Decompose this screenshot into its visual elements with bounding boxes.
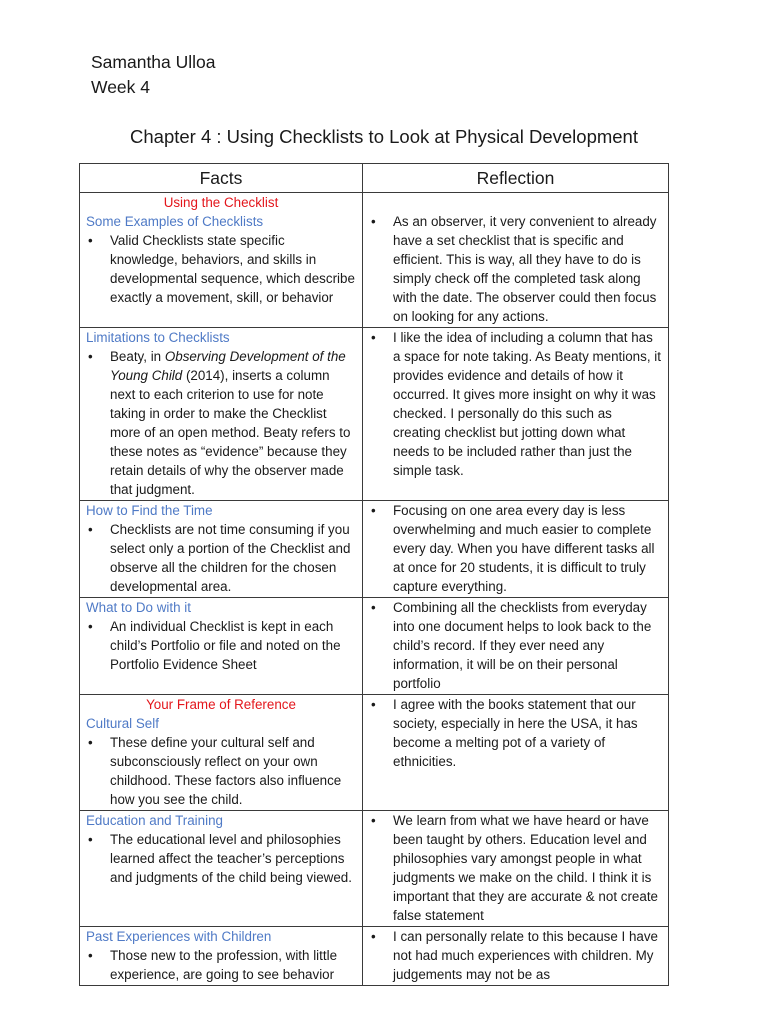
book-title: Observing Development of the Young Child [110, 349, 346, 383]
subheading: Cultural Self [86, 716, 159, 731]
section-heading: Using the Checklist [163, 195, 279, 210]
reflection-cell [363, 695, 669, 811]
bullet-icon: • [371, 214, 376, 229]
author-name: Samantha Ulloa [91, 52, 216, 72]
bullet-icon: • [88, 948, 93, 963]
table-row [80, 193, 669, 328]
bullet-icon: • [88, 522, 93, 537]
facts-reflection-table [79, 163, 669, 986]
column-header-facts: Facts [80, 164, 363, 193]
bullet-icon: • [88, 349, 93, 364]
bullet-item [369, 598, 662, 693]
bullet-item [369, 695, 662, 771]
reflection-cell [363, 811, 669, 927]
bullet-item [369, 501, 662, 596]
bullet-item [86, 733, 356, 809]
fact-text: Beaty, in Observing Development of the Young Child (2014), inserts a column next to each criterion to use for note taking in order to make the Checklist more of an open method. Beaty refers to these notes as “evidence” because they retain details of why the observer made that judgment. [110, 349, 351, 497]
reflection-text: As an observer, it very convenient to already have a set checklist that is specific and efficient. This is way, all they have to do is simply check off the completed task along with the date. The observer could then focus on looking for any actions. [393, 214, 657, 324]
facts-cell [80, 811, 363, 927]
bullet-item [86, 231, 356, 307]
facts-cell [80, 501, 363, 598]
table-row [80, 328, 669, 501]
subheading: Some Examples of Checklists [86, 214, 264, 229]
reflection-cell [363, 501, 669, 598]
reflection-text: I agree with the books statement that our society, especially in here the USA, it has become a melting pot of a variety of ethnicities. [393, 697, 638, 769]
facts-cell [80, 927, 363, 986]
reflection-text: We learn from what we have heard or have been taught by others. Education level and philosophies vary amongst people in what judgments we make on the child. I think it is important that they are accurate & not create false statement [393, 813, 658, 923]
bullet-item [369, 927, 662, 984]
fact-text: Checklists are not time consuming if you select only a portion of the Checklist and observe all the children for the chosen developmental area. [110, 522, 351, 594]
table-row [80, 501, 669, 598]
bullet-icon: • [371, 929, 376, 944]
bullet-icon: • [88, 233, 93, 248]
bullet-icon: • [371, 330, 376, 345]
document-title: Chapter 4 : Using Checklists to Look at Physical Development [130, 126, 638, 147]
reflection-cell [363, 598, 669, 695]
subheading: What to Do with it [86, 600, 191, 615]
facts-cell [80, 328, 363, 501]
reflection-cell [363, 193, 669, 328]
bullet-item [86, 617, 356, 674]
fact-text: The educational level and philosophies learned affect the teacher’s perceptions and judgments of the child being viewed. [110, 832, 352, 885]
bullet-item [86, 946, 356, 984]
table-row [80, 695, 669, 811]
bullet-item [86, 830, 356, 887]
fact-text: An individual Checklist is kept in each child’s Portfolio or file and noted on the Portfolio Evidence Sheet [110, 619, 341, 672]
subheading: Limitations to Checklists [86, 330, 230, 345]
bullet-item [369, 328, 662, 480]
fact-text: These define your cultural self and subconsciously reflect on your own childhood. These factors also influence how you see the child. [110, 735, 342, 807]
bullet-icon: • [371, 697, 376, 712]
table-header-row [80, 164, 669, 193]
facts-cell [80, 193, 363, 328]
subheading: Education and Training [86, 813, 223, 828]
table-row [80, 927, 669, 986]
bullet-item [86, 520, 356, 596]
week-label: Week 4 [91, 77, 151, 97]
facts-cell [80, 598, 363, 695]
fact-text: Those new to the profession, with little experience, are going to see behavior [110, 948, 338, 982]
fact-text: Valid Checklists state specific knowledge, behaviors, and skills in developmental sequence, which describe exactly a movement, skill, or behavior [110, 233, 355, 305]
bullet-icon: • [88, 619, 93, 634]
bullet-icon: • [371, 503, 376, 518]
table-row [80, 811, 669, 927]
reflection-text: I like the idea of including a column that has a space for note taking. As Beaty mentions, it provides evidence and details of how it occurred. It gives more insight on why it was checked. I personally do this such as creating checklist but jotting down what needs to be included rather than just the simple task. [393, 330, 661, 478]
bullet-icon: • [371, 813, 376, 828]
table-row [80, 598, 669, 695]
bullet-icon: • [88, 735, 93, 750]
subheading: How to Find the Time [86, 503, 213, 518]
subheading: Past Experiences with Children [86, 929, 272, 944]
bullet-item [369, 811, 662, 925]
reflection-cell [363, 328, 669, 501]
bullet-icon: • [88, 832, 93, 847]
reflection-text: I can personally relate to this because I have not had much experiences with children. My judgements may not be as [393, 929, 658, 982]
reflection-text: Combining all the checklists from everyday into one document helps to look back to the child’s record. If they ever need any information, it will be on their personal portfolio [393, 600, 652, 691]
reflection-cell [363, 927, 669, 986]
facts-cell [80, 695, 363, 811]
bullet-item [369, 212, 662, 326]
reflection-text: Focusing on one area every day is less overwhelming and much easier to complete every day. When you have different tasks all at once for 20 students, it is difficult to truly capture everything. [393, 503, 655, 594]
column-header-reflection: Reflection [363, 164, 669, 193]
section-heading: Your Frame of Reference [146, 697, 296, 712]
bullet-item [86, 347, 356, 499]
bullet-icon: • [371, 600, 376, 615]
